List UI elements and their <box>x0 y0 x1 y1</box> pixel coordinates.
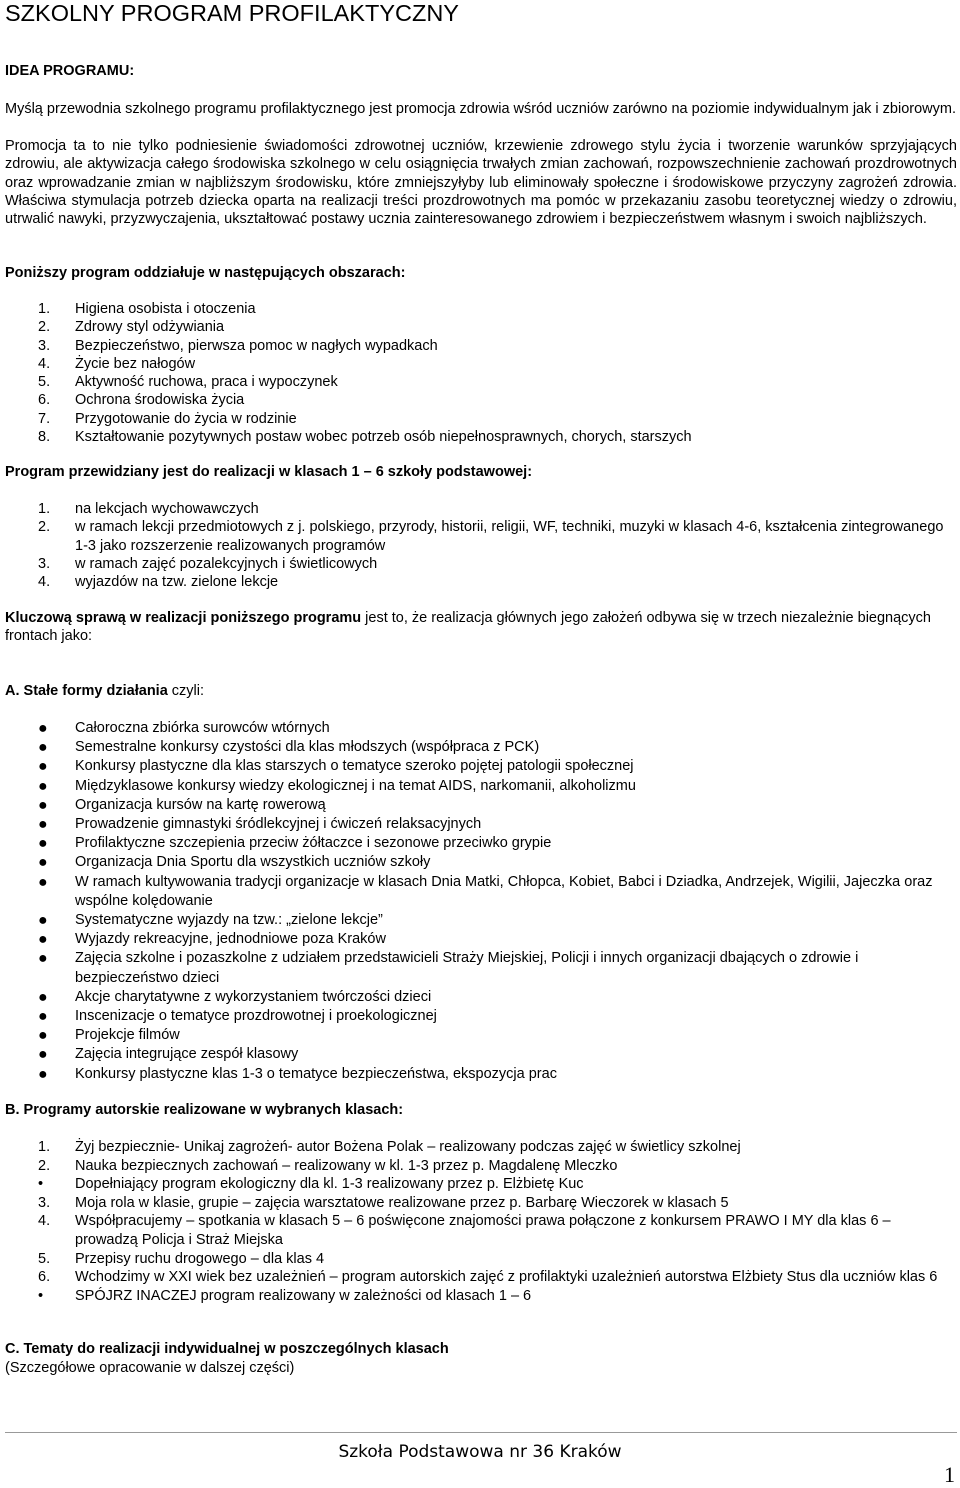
item-text: Semestralne konkursy czystości dla klas młodszych (współpraca z PCK) <box>75 739 540 756</box>
bullet-icon: ● <box>38 796 48 814</box>
item-text: Moja rola w klasie, grupie – zajęcia warsztatowe realizowane przez p. Barbarę Wieczorek w klasach 5 <box>75 1194 729 1211</box>
bullet-icon: ● <box>38 1008 48 1026</box>
list-item <box>5 1175 957 1194</box>
bullet-icon: ● <box>38 777 48 795</box>
list-item <box>5 719 957 738</box>
list-item <box>5 300 957 318</box>
item-text: Wchodzimy w XXI wiek bez uzależnień – program autorskich zajęć z profilaktyki uzależnień autorstwa Elżbiety Stus dla uczniów klas 6 <box>75 1269 938 1286</box>
idea-paragraph: Myślą przewodnia szkolnego programu profilaktycznego jest promocja zdrowia wśród uczniów zarówno na poziomie indywidualnym jak i zbiorowym. <box>5 101 956 117</box>
item-number: 4. <box>38 1213 51 1230</box>
list-item <box>5 930 957 949</box>
item-text: wyjazdów na tzw. zielone lekcje <box>75 574 279 591</box>
item-number: 4. <box>38 574 51 591</box>
item-text: Przygotowanie do życia w rodzinie <box>75 410 297 427</box>
item-text: Zdrowy styl odżywiania <box>75 319 225 336</box>
item-number: 1. <box>38 501 51 517</box>
bullet-icon: ● <box>38 739 48 757</box>
item-text: SPÓJRZ INACZEJ program realizowany w zależności od klasach 1 – 6 <box>75 1287 532 1304</box>
item-text: Prowadzenie gimnastyki śródlekcyjnej i ćwiczeń relaksacyjnych <box>75 816 482 833</box>
list-item <box>5 337 957 355</box>
item-text: Profilaktyczne szczepienia przeciw żółtaczce i sezonowe przeciwko grypie <box>75 835 552 852</box>
item-text: Wyjazdy rekreacyjne, jednodniowe poza Kraków <box>75 931 386 948</box>
list-item <box>5 391 957 409</box>
list-item <box>5 318 957 336</box>
bullet-icon: ● <box>38 854 48 872</box>
idea-heading: IDEA PROGRAMU: <box>5 63 135 79</box>
list-item <box>5 1065 957 1084</box>
list-item <box>5 834 957 853</box>
page-title: SZKOLNY PROGRAM PROFILAKTYCZNY <box>5 0 459 26</box>
list-item <box>5 555 957 573</box>
key-bold-text: Kluczową sprawą w realizacji poniższego programu <box>5 610 362 626</box>
section-a-heading <box>5 682 957 700</box>
item-number: 4. <box>38 355 51 372</box>
footer-school-name: Szkoła Podstawowa nr 36 Kraków <box>338 1442 622 1462</box>
item-text: W ramach kultywowania tradycji organizacje w klasach Dnia Matki, Chłopca, Kobiet, Babci i Dziadka, Andrzejek, Wigilii, Jajeczka oraz wspólne kolędowanie <box>75 873 933 909</box>
page-number: 1 <box>944 1462 955 1487</box>
list-item <box>5 815 957 834</box>
item-text: Organizacja Dnia Sportu dla wszystkich uczniów szkoły <box>75 854 431 871</box>
item-text: Nauka bezpiecznych zachowań – realizowany w kl. 1-3 przez p. Magdalenę Mleczko <box>75 1157 618 1174</box>
list-item <box>5 1268 957 1287</box>
promotion-paragraph: Promocja ta to nie tylko podniesienie świadomości zdrowotnej uczniów, krzewienie zdrowego stylu życia i tworzenie warunków sprzyjających zdrowiu, ale aktywizacja całego środowiska szkolnego w celu osiągnięcia trwałych zmian zachowań, rozpowszechnienie zachowań prozdrowotnych oraz wprowadzanie zmian w najbliższym środowisku, które zmniejszyłyby lub eliminowały społeczne i środowiskowe przyczyny zagrożeń zdrowia. Właściwa stymulacja potrzeb dziecka oparta na realizacji treści prozdrowotnych ma pomóc w przekazaniu zasobu teoretycznej wiedzy o zdrowiu, utrwalić nawyki, przyzwyczajenia, ukształtować postawy ucznia zainteresowanego zdrowiem i bezpieczeństwem własnym i swoich najbliższych. <box>5 138 957 228</box>
bullet-icon: ● <box>38 950 48 968</box>
item-text: Projekcje filmów <box>75 1027 180 1044</box>
item-text: Higiena osobista i otoczenia <box>75 301 256 317</box>
item-number: 3. <box>38 1194 51 1211</box>
list-item <box>5 573 957 591</box>
item-text: Aktywność ruchowa, praca i wypoczynek <box>75 374 338 391</box>
list-item <box>5 1194 957 1213</box>
list-item <box>5 373 957 391</box>
list-item <box>5 428 957 446</box>
list-item <box>5 911 957 930</box>
item-text: Konkursy plastyczne dla klas starszych o tematyce szeroko pojętej patologii społecznej <box>75 758 634 775</box>
list-item <box>5 1250 957 1269</box>
bullet-icon: • <box>38 1176 44 1193</box>
list-item <box>5 738 957 757</box>
item-number: 6. <box>38 392 51 409</box>
bullet-icon: ● <box>38 912 48 930</box>
item-number: 1. <box>38 301 51 317</box>
bullet-icon: ● <box>38 1027 48 1045</box>
section-c-heading: C. Tematy do realizacji indywidualnej w poszczególnych klasach <box>5 1341 449 1357</box>
item-text: Żyj bezpiecznie- Unikaj zagrożeń- autor Bożena Polak – realizowany podczas zajęć w świetlicy szkolnej <box>75 1139 741 1155</box>
bullet-icon: ● <box>38 720 48 737</box>
item-number: 3. <box>38 337 51 354</box>
list-item <box>5 796 957 815</box>
section-a-rest: czyli: <box>167 683 205 699</box>
section-b-heading: B. Programy autorskie realizowane w wybranych klasach: <box>5 1102 404 1118</box>
bullet-icon: ● <box>38 873 48 891</box>
item-number: 7. <box>38 410 51 427</box>
section-c-note: (Szczegółowe opracowanie w dalszej części) <box>5 1360 295 1376</box>
list-item <box>5 873 957 911</box>
list-item <box>5 1026 957 1045</box>
key-rest-text: jest to, że realizacja głównych jego założeń odbywa się w trzech niezależnie biegnących frontach jako: <box>5 610 931 645</box>
item-text: Bezpieczeństwo, pierwsza pomoc w nagłych wypadkach <box>75 337 438 354</box>
areas-heading: Poniższy program oddziałuje w następujących obszarach: <box>5 265 406 281</box>
list-item <box>5 518 957 555</box>
item-number: 3. <box>38 555 51 572</box>
footer-divider <box>5 1432 957 1433</box>
item-number: 5. <box>38 374 51 391</box>
item-text: Dopełniający program ekologiczny dla kl. 1-3 realizowany przez p. Elżbietę Kuc <box>75 1176 584 1193</box>
bullet-icon: ● <box>38 988 48 1006</box>
item-number: 2. <box>38 319 51 336</box>
item-text: Organizacja kursów na kartę rowerową <box>75 796 326 813</box>
item-text: w ramach lekcji przedmiotowych z j. polskiego, przyrody, historii, religii, WF, techniki, muzyki w klasach 4-6, kształcenia zintegrowanego 1-3 jako rozszerzenie realizowanych programów <box>75 519 944 554</box>
realization-list <box>5 500 957 591</box>
section-a-list <box>5 719 957 1084</box>
list-item <box>5 410 957 428</box>
section-a-bold: A. Stałe formy działania <box>5 683 168 699</box>
list-item <box>5 1287 957 1306</box>
list-item <box>5 949 957 987</box>
section-b-list <box>5 1138 957 1305</box>
bullet-icon: • <box>38 1287 44 1304</box>
item-text: Międzyklasowe konkursy wiedzy ekologicznej i na temat AIDS, narkomanii, alkoholizmu <box>75 777 636 794</box>
bullet-icon: ● <box>38 758 48 776</box>
list-item <box>5 500 957 518</box>
bullet-icon: ● <box>38 931 48 949</box>
item-text: w ramach zajęć pozalekcyjnych i świetlicowych <box>75 555 378 572</box>
item-text: Kształtowanie pozytywnych postaw wobec potrzeb osób niepełnosprawnych, chorych, starszych <box>75 429 692 446</box>
list-item <box>5 355 957 373</box>
item-text: Zajęcia szkolne i pozaszkolne z udziałem przedstawicieli Straży Miejskiej, Policji i innych organizacji dbających o zdrowie i bezpieczeństwo dzieci <box>75 950 859 986</box>
item-number: 5. <box>38 1250 51 1267</box>
item-text: Współpracujemy – spotkania w klasach 5 – 6 poświęcone znajomości prawa połączone z konkursem PRAWO I MY dla klas 6 – prowadzą Policja i Straż Miejska <box>75 1213 891 1248</box>
bullet-icon: ● <box>38 1046 48 1064</box>
item-number: 1. <box>38 1139 51 1155</box>
areas-list <box>5 300 957 446</box>
item-number: 8. <box>38 429 51 446</box>
list-item <box>5 853 957 872</box>
item-text: Przepisy ruchu drogowego – dla klas 4 <box>75 1250 325 1267</box>
item-text: Całoroczna zbiórka surowców wtórnych <box>75 720 330 736</box>
item-text: Systematyczne wyjazdy na tzw.: „zielone lekcje” <box>75 912 383 929</box>
realization-heading: Program przewidziany jest do realizacji w klasach 1 – 6 szkoły podstawowej: <box>5 464 533 480</box>
item-text: Konkursy plastyczne klas 1-3 o tematyce bezpieczeństwa, ekspozycja prac <box>75 1065 557 1082</box>
item-number: 2. <box>38 1157 51 1174</box>
list-item <box>5 757 957 776</box>
list-item <box>5 1007 957 1026</box>
list-item <box>5 1212 957 1249</box>
bullet-icon: ● <box>38 1065 48 1083</box>
item-text: Życie bez nałogów <box>75 355 196 372</box>
list-item <box>5 1138 957 1157</box>
bullet-icon: ● <box>38 816 48 834</box>
item-number: 2. <box>38 519 51 536</box>
item-text: Zajęcia integrujące zespół klasowy <box>75 1046 299 1063</box>
item-text: Ochrona środowiska życia <box>75 392 245 409</box>
key-paragraph <box>5 609 957 646</box>
bullet-icon: ● <box>38 835 48 853</box>
item-text: Akcje charytatywne z wykorzystaniem twórczości dzieci <box>75 988 432 1005</box>
item-text: Inscenizacje o tematyce prozdrowotnej i proekologicznej <box>75 1008 437 1025</box>
item-text: na lekcjach wychowawczych <box>75 501 259 517</box>
list-item <box>5 1157 957 1176</box>
list-item <box>5 777 957 796</box>
item-number: 6. <box>38 1269 51 1286</box>
list-item <box>5 1045 957 1064</box>
list-item <box>5 988 957 1007</box>
